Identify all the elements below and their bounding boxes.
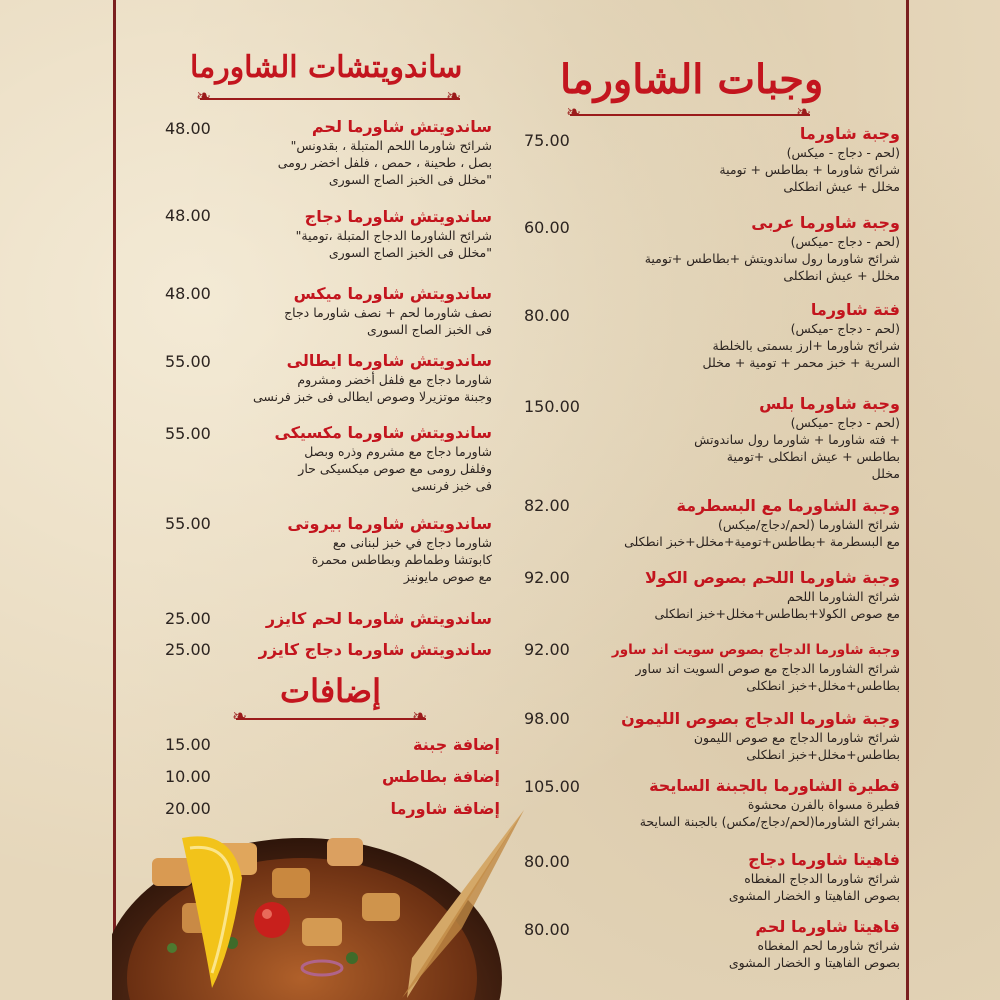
- extra-price: 20.00: [165, 799, 211, 818]
- sandwich-name: ساندويتش شاورما دجاج: [304, 207, 492, 226]
- right-border-line: [906, 0, 909, 1000]
- sandwich-item: [287, 514, 492, 585]
- extra-price: 15.00: [165, 735, 211, 754]
- sandwiches-title-ornament: ❧ ❧: [196, 86, 462, 107]
- sandwich-item: [253, 351, 492, 405]
- meal-description: شرائح الشاورما الدجاج مع صوص السويت اند ساور بطاطس+مخلل+خبز انطكلى: [635, 661, 900, 693]
- sandwiches-title: ساندويتشات الشاورما: [190, 50, 463, 85]
- meal-name: فاهيتا شاورما لحم: [755, 917, 900, 936]
- extra-name: إضافة جبنة: [413, 735, 500, 754]
- sandwich-item: [278, 117, 492, 188]
- sandwich-name: ساندويتش شاورما لحم كايزر: [265, 609, 492, 628]
- sandwich-item: [259, 640, 492, 660]
- meal-price: 105.00: [524, 777, 580, 796]
- meal-name: وجبة شاورما الدجاج بصوص الليمون: [621, 709, 900, 728]
- meal-item: [621, 709, 900, 763]
- extra-item: [413, 735, 500, 755]
- meal-name: فتة شاورما: [810, 300, 900, 319]
- sandwich-price: 48.00: [165, 119, 211, 138]
- sandwich-description: "شرائح الشاورما الدجاج المتبلة ،تومية مخلل فى الخبز الصاج السورى": [295, 228, 492, 260]
- extra-item: [382, 767, 500, 787]
- meal-name: وجبة الشاورما مع البسطرمة: [676, 496, 900, 515]
- meal-description: (لحم - دجاج -ميكس) شرائح شاورما رول ساندويتش +بطاطس +تومية مخلل + عيش انطكلى: [644, 234, 900, 283]
- meal-item: [612, 640, 900, 694]
- meal-description: فطيرة مسواة بالفرن محشوة بشرائح الشاورما(لحم/دجاج/مكس) بالجبنة السايحة: [639, 797, 900, 829]
- meals-title-ornament: ❧ ❧: [566, 102, 812, 123]
- meal-item: [719, 124, 900, 195]
- meal-price: 80.00: [524, 306, 570, 325]
- sandwich-name: ساندويتش شاورما لحم: [311, 117, 492, 136]
- meal-price: 150.00: [524, 397, 580, 416]
- sandwich-price: 48.00: [165, 284, 211, 303]
- meal-description: شرائح شاورما لحم المغطاه بصوص الفاهيتا و الخضار المشوى: [728, 938, 900, 970]
- meal-item: [729, 850, 900, 904]
- meal-price: 60.00: [524, 218, 570, 237]
- meals-title: وجبات الشاورما: [560, 56, 824, 103]
- sandwich-item: [274, 423, 492, 494]
- meal-item: [694, 394, 900, 482]
- sandwich-name: ساندويتش شاورما ايطالى: [286, 351, 492, 370]
- sandwich-name: ساندويتش شاورما بيروتى: [287, 514, 492, 533]
- shawarma-plate-image: [112, 808, 542, 1000]
- sandwich-price: 55.00: [165, 514, 211, 533]
- sandwich-description: نصف شاورما لحم + نصف شاورما دجاج فى الخبز الصاج السورى: [284, 305, 492, 337]
- extra-price: 10.00: [165, 767, 211, 786]
- sandwich-description: شاورما دجاج مع مشروم وذره وبصل وفلفل رومى مع صوص ميكسيكى حار فى خبز فرنسى: [298, 444, 492, 493]
- sandwich-price: 55.00: [165, 352, 211, 371]
- sandwich-item: [296, 207, 492, 261]
- meal-description: (لحم - دجاج -ميكس) شرائح شاورما +ارز بسمتى بالخلطة السرية + خبز محمر + تومية + مخلل: [702, 321, 900, 370]
- meal-description: شرائح شاورما الدجاج المغطاه بصوص الفاهيتا و الخضار المشوى: [728, 871, 900, 903]
- sandwich-price: 25.00: [165, 609, 211, 628]
- shawarma-plate-photo: [112, 808, 542, 1000]
- extra-name: إضافة بطاطس: [382, 767, 500, 786]
- meal-name: وجبة شاورما عربى: [751, 213, 900, 232]
- meal-name: وجبة شاورما: [799, 124, 900, 143]
- sandwich-name: ساندويتش شاورما ميكس: [293, 284, 492, 303]
- sandwich-item: [284, 284, 492, 338]
- meal-name: وجبة شاورما الدجاج بصوص سويت اند ساور: [611, 642, 900, 658]
- meal-name: فاهيتا شاورما دجاج: [748, 850, 900, 869]
- meal-item: [640, 776, 900, 830]
- extras-title: إضافات: [280, 672, 381, 710]
- meal-name: فطيرة الشاورما بالجبنة السايحة: [649, 776, 900, 795]
- meal-description: (لحم - دجاج - ميكس) شرائح شاورما + بطاطس + تومية مخلل + عيش انطكلى: [719, 145, 900, 194]
- meal-description: شرائح الشاورما اللحم مع صوص الكولا+بطاطس+مخلل+خبز انطكلى: [654, 589, 900, 621]
- sandwich-description: شاورما دجاج مع فلفل أخضر ومشروم وجبنة موتزيرلا وصوص ايطالى فى خبز فرنسى: [252, 372, 492, 404]
- meal-price: 82.00: [524, 496, 570, 515]
- sandwich-price: 25.00: [165, 640, 211, 659]
- extras-title-ornament: ❧ ❧: [232, 706, 428, 727]
- meal-item: [729, 917, 900, 971]
- sandwich-price: 55.00: [165, 424, 211, 443]
- sandwich-name: ساندويتش شاورما دجاج كايزر: [258, 640, 492, 659]
- extra-name: إضافة شاورما: [390, 799, 500, 818]
- meal-description: شرائح الشاورما (لحم/دجاج/ميكس) مع البسطرمة +بطاطس+تومية+مخلل+خبز انطكلى: [624, 517, 900, 549]
- meal-name: وجبة شاورما بلس: [759, 394, 900, 413]
- meal-description: (لحم - دجاج -ميكس) فته شاورما + شاورما رول ساندوتش + بطاطس + عيش انطكلى +تومية مخلل: [694, 415, 900, 481]
- meal-price: 80.00: [524, 852, 570, 871]
- meal-item: [645, 213, 900, 284]
- sandwich-name: ساندويتش شاورما مكسيكى: [274, 423, 492, 442]
- sandwich-item: [266, 609, 492, 629]
- sandwich-price: 48.00: [165, 206, 211, 225]
- meal-price: 80.00: [524, 920, 570, 939]
- meal-item: [645, 568, 900, 622]
- meal-item: [624, 496, 900, 550]
- meal-name: وجبة شاورما اللحم بصوص الكولا: [645, 568, 900, 587]
- meal-price: 98.00: [524, 709, 570, 728]
- sandwich-description: شاورما دجاج في خبز لبنانى مع كابوتشا وطماطم وبطاطس محمرة مع صوص مايونيز: [311, 535, 492, 584]
- meal-price: 92.00: [524, 568, 570, 587]
- meal-description: شرائح شاورما الدجاج مع صوص الليمون بطاطس+مخلل+خبز انطكلى: [693, 730, 900, 762]
- meal-price: 92.00: [524, 640, 570, 659]
- meal-price: 75.00: [524, 131, 570, 150]
- meal-item: [702, 300, 900, 371]
- sandwich-description: "شرائح شاورما اللحم المتبلة ، بقدونس بصل ، طحينة ، حمص ، فلفل اخضر رومى مخلل فى الخبز الصاج السورى": [277, 138, 492, 187]
